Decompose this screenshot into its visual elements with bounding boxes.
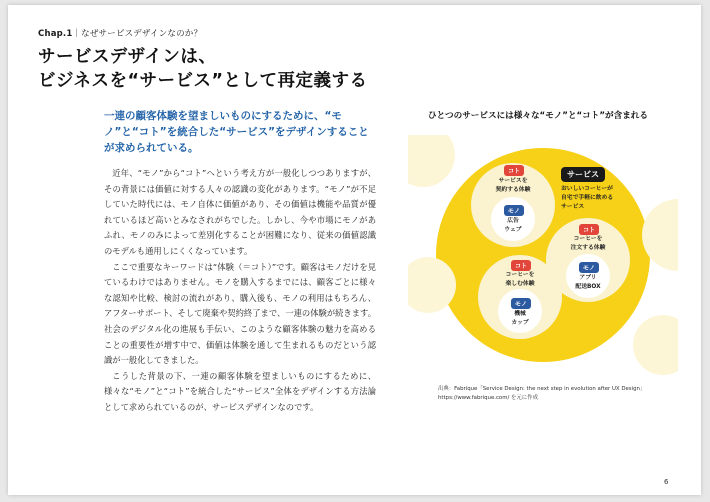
group2-mono-tag: モノ <box>579 262 599 273</box>
group3-koto-label: コーヒーを 楽しむ体験 <box>505 272 535 287</box>
service-tag: サービス <box>561 167 605 182</box>
body-text <box>104 166 376 416</box>
figure-source <box>438 385 645 403</box>
document-page <box>8 5 701 495</box>
group3-koto-tag: コト <box>511 260 531 271</box>
group1-mono-label: 広告 ウェブ <box>504 218 522 233</box>
body-paragraph-1: 近年、“モノ”から“コト”へという考え方が一般化しつつありますが、その背景には価値に対する人々の認識の変化があります。“モノ”が不足していた時代には、モノ自体に価値があり、その価値は機能や品質が優れているほど高いとみなされがちでした。しかし、今や市場にモノがあふれ、モノのみによって差別化することが困難になり、従来の価値認識のモデルも通用しにくくなっています。 <box>104 168 376 256</box>
body-paragraph-3: こうした背景の下、一連の顧客体験を望ましいものにするために、様々な“モノ”と“コト”を統合した“サービス”全体をデザインする方法論として求められているのが、サービスデザインなのです。 <box>104 370 376 412</box>
group1-koto-label: サービスを 契約する体験 <box>495 178 531 193</box>
group3-mono-tag: モノ <box>511 298 531 309</box>
decor-circle-top-left <box>408 135 455 187</box>
source-line1: 出典：Fabrique「Service Design: the next step in evolution after UX Design」 <box>438 386 646 392</box>
lead-text: 一連の顧客体験を望ましいものにするために、“モノ”と“コト”を統合した“サービス”をデザインすることが求められている。 <box>104 110 369 154</box>
figure-title: ひとつのサービスには様々な“モノ”と“コト”が含まれる <box>428 111 648 121</box>
page-number: 6 <box>664 478 669 486</box>
group3-mono-label: 機械 カップ <box>511 311 529 326</box>
page-title-line2: ビジネスを“サービス”として再定義する <box>38 71 368 91</box>
group1-mono-tag: モノ <box>504 205 524 216</box>
page-title-line1: サービスデザインは、 <box>38 47 217 67</box>
group2-koto-tag: コト <box>579 224 599 235</box>
group2-koto-label: コーヒーを 注文する体験 <box>570 236 606 251</box>
source-line2: https://www.fabrique.com/ を元に作成 <box>438 395 538 401</box>
group1-koto-tag: コト <box>504 165 524 176</box>
chapter-header <box>38 27 202 39</box>
chapter-number: Chap.1 <box>38 29 73 39</box>
service-description: おいしいコーヒーが 自宅で手軽に飲める サービス <box>561 186 614 210</box>
service-diagram <box>408 135 678 375</box>
decor-circle-bottom-right <box>633 315 678 375</box>
page-title <box>38 45 367 93</box>
chapter-title: ｜なぜサービスデザインなのか？ <box>72 29 203 39</box>
service-diagram-svg <box>408 135 678 375</box>
body-paragraph-2: ここで重要なキーワードは“体験（＝コト）”です。顧客はモノだけを見ているわけではありません。モノを購入するまでには、顧客ごとに様々な認知や比較、検討の流れがあり、購入後も、モノの利用はもちろん、アフターサポート、そして廃棄や契約終了まで、一連の体験が続きます。社会のデジタル化の進展も手伝い、このような顧客体験の魅力を高めることの重要性が増す中で、価値は体験を通して生まれるものだという認識が一般化してきました。 <box>104 261 376 366</box>
group2-mono-label: アプリ 配送BOX <box>575 275 601 290</box>
